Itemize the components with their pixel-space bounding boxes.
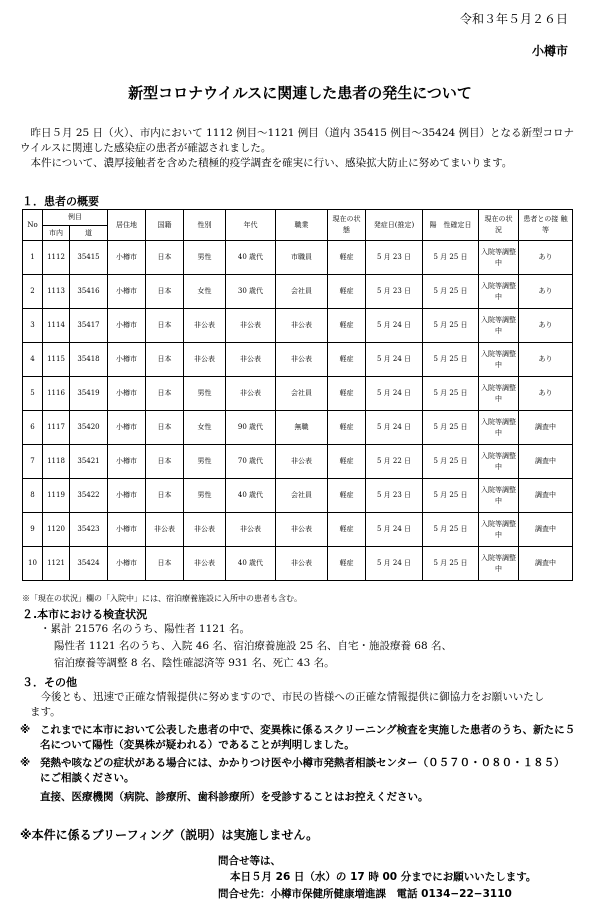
cell-nationality: 日本 — [146, 479, 184, 513]
cell-occupation: 非公表 — [276, 343, 328, 377]
cell-sex: 男性 — [184, 241, 226, 275]
cell-residence: 小樽市 — [108, 377, 146, 411]
table-row — [23, 411, 573, 445]
table-row — [23, 513, 573, 547]
col-header-residence: 居住地 — [108, 210, 146, 241]
cell-onset: 5 月 23 日 — [366, 479, 423, 513]
col-header-no: No — [23, 210, 43, 241]
cell-nationality: 非公表 — [146, 513, 184, 547]
cell-sex: 女性 — [184, 275, 226, 309]
cell-condition: 軽症 — [328, 411, 366, 445]
page-title: 新型コロナウイルスに関連した患者の発生について — [128, 84, 472, 102]
document-date: 令和３年５月２６日 — [459, 12, 568, 26]
cell-contact: あり — [519, 309, 573, 343]
cell-confirmed: 5 月 25 日 — [423, 241, 479, 275]
cell-condition: 軽症 — [328, 343, 366, 377]
cell-age: 40 歳代 — [226, 547, 276, 581]
cell-confirmed: 5 月 25 日 — [423, 343, 479, 377]
cell-age: 30 歳代 — [226, 275, 276, 309]
cell-pref-case: 35416 — [70, 275, 108, 309]
cell-no: 4 — [23, 343, 43, 377]
testing-breakdown-1: 陽性者 1121 名のうち、入院 46 名、宿泊療養施設 25 名、自宅・施設療養 68 名、 — [54, 640, 453, 652]
cell-age: 非公表 — [226, 343, 276, 377]
cell-status: 入院等調整中 — [479, 309, 519, 343]
inquiry-label: 問合せ等は、 — [218, 855, 281, 867]
cell-status: 入院等調整中 — [479, 241, 519, 275]
cell-condition: 軽症 — [328, 547, 366, 581]
cell-residence: 小樽市 — [108, 445, 146, 479]
col-header-sex: 性別 — [184, 210, 226, 241]
section-heading-patients: １．患者の概要 — [22, 195, 99, 208]
cell-onset: 5 月 22 日 — [366, 445, 423, 479]
cell-residence: 小樽市 — [108, 343, 146, 377]
cell-residence: 小樽市 — [108, 547, 146, 581]
cell-pref-case: 35422 — [70, 479, 108, 513]
cell-no: 2 — [23, 275, 43, 309]
cell-city-case: 1117 — [43, 411, 70, 445]
cell-condition: 軽症 — [328, 377, 366, 411]
table-row — [23, 479, 573, 513]
cell-no: 10 — [23, 547, 43, 581]
table-row — [23, 343, 573, 377]
variant-notice: これまでに本市において公表した患者の中で、変異株に係るスクリーニング検査を実施した患者のうち、新たに５名について陽性（変異株が疑われる）であることが判明しました。 — [40, 724, 576, 751]
cell-pref-case: 35415 — [70, 241, 108, 275]
col-header-occupation: 職業 — [276, 210, 328, 241]
contact-info: 問合せ先：小樽市保健所健康増進課 電話 0134−22−3110 — [218, 888, 512, 900]
col-header-nationality: 国籍 — [146, 210, 184, 241]
cell-residence: 小樽市 — [108, 241, 146, 275]
cell-status: 入院等調整中 — [479, 547, 519, 581]
cell-status: 入院等調整中 — [479, 377, 519, 411]
cell-confirmed: 5 月 25 日 — [423, 275, 479, 309]
cell-pref-case: 35417 — [70, 309, 108, 343]
cell-sex: 男性 — [184, 479, 226, 513]
col-header-contact: 患者との接 触 等 — [519, 210, 573, 241]
cell-status: 入院等調整中 — [479, 343, 519, 377]
table-row — [23, 377, 573, 411]
cell-contact: あり — [519, 377, 573, 411]
cell-nationality: 日本 — [146, 411, 184, 445]
cell-onset: 5 月 24 日 — [366, 513, 423, 547]
cell-pref-case: 35423 — [70, 513, 108, 547]
cell-nationality: 日本 — [146, 343, 184, 377]
cell-confirmed: 5 月 25 日 — [423, 547, 479, 581]
cell-city-case: 1119 — [43, 479, 70, 513]
cell-occupation: 市職員 — [276, 241, 328, 275]
cell-condition: 軽症 — [328, 309, 366, 343]
cell-city-case: 1112 — [43, 241, 70, 275]
note-mark-consult: ※ — [20, 757, 31, 769]
cell-no: 5 — [23, 377, 43, 411]
cell-age: 40 歳代 — [226, 241, 276, 275]
cell-occupation: 非公表 — [276, 309, 328, 343]
cell-contact: 調査中 — [519, 411, 573, 445]
cell-status: 入院等調整中 — [479, 411, 519, 445]
cell-no: 7 — [23, 445, 43, 479]
cell-nationality: 日本 — [146, 309, 184, 343]
cell-occupation: 会社員 — [276, 377, 328, 411]
cell-condition: 軽症 — [328, 241, 366, 275]
cell-city-case: 1114 — [43, 309, 70, 343]
cell-status: 入院等調整中 — [479, 513, 519, 547]
cell-contact: あり — [519, 241, 573, 275]
cell-contact: あり — [519, 275, 573, 309]
cell-occupation: 無職 — [276, 411, 328, 445]
cell-occupation: 会社員 — [276, 479, 328, 513]
cell-onset: 5 月 24 日 — [366, 411, 423, 445]
cell-condition: 軽症 — [328, 275, 366, 309]
col-header-status: 現在の状 況 — [479, 210, 519, 241]
col-header-city-case: 市内 — [43, 226, 70, 241]
cell-city-case: 1116 — [43, 377, 70, 411]
cell-contact: 調査中 — [519, 547, 573, 581]
cell-nationality: 日本 — [146, 445, 184, 479]
cell-sex: 非公表 — [184, 547, 226, 581]
cell-city-case: 1113 — [43, 275, 70, 309]
cell-pref-case: 35420 — [70, 411, 108, 445]
table-row — [23, 275, 573, 309]
cell-city-case: 1120 — [43, 513, 70, 547]
intro-text — [20, 126, 580, 171]
table-row — [23, 547, 573, 581]
patient-table — [22, 209, 573, 581]
cell-no: 8 — [23, 479, 43, 513]
cell-confirmed: 5 月 25 日 — [423, 309, 479, 343]
cell-occupation: 非公表 — [276, 445, 328, 479]
consultation-notice: 発熱や咳などの症状がある場合には、かかりつけ医や小樽市発熱者相談センター（０５７０・０８０・１８５）にご相談ください。 — [40, 757, 565, 784]
testing-total: ・累計 21576 名のうち、陽性者 1121 名。 — [40, 623, 250, 635]
cell-status: 入院等調整中 — [479, 445, 519, 479]
cell-no: 6 — [23, 411, 43, 445]
note-mark-variant: ※ — [20, 724, 31, 736]
cell-occupation: 非公表 — [276, 547, 328, 581]
cell-sex: 男性 — [184, 377, 226, 411]
cell-confirmed: 5 月 25 日 — [423, 411, 479, 445]
testing-breakdown-2: 宿泊療養等調整 8 名、陰性確認済等 931 名、死亡 43 名。 — [54, 657, 335, 669]
cell-confirmed: 5 月 25 日 — [423, 377, 479, 411]
section-heading-other: ３．その他 — [22, 676, 77, 689]
cell-onset: 5 月 23 日 — [366, 275, 423, 309]
intro-paragraph-1: 昨日５月 25 日（火）、市内において 1112 例目〜1121 例目（道内 35415 例目〜35424 例目）となる新型コロナウイルスに関連した感染症の患者が確認されました。 — [20, 127, 575, 154]
cell-onset: 5 月 24 日 — [366, 343, 423, 377]
cell-sex: 非公表 — [184, 513, 226, 547]
cell-age: 90 歳代 — [226, 411, 276, 445]
cell-onset: 5 月 24 日 — [366, 309, 423, 343]
cell-onset: 5 月 24 日 — [366, 547, 423, 581]
issuer-city: 小樽市 — [531, 44, 568, 58]
cell-nationality: 日本 — [146, 547, 184, 581]
cell-residence: 小樽市 — [108, 479, 146, 513]
cell-onset: 5 月 23 日 — [366, 241, 423, 275]
cell-age: 非公表 — [226, 377, 276, 411]
cell-condition: 軽症 — [328, 479, 366, 513]
cell-sex: 非公表 — [184, 309, 226, 343]
cell-sex: 非公表 — [184, 343, 226, 377]
cell-no: 9 — [23, 513, 43, 547]
cell-no: 3 — [23, 309, 43, 343]
cell-confirmed: 5 月 25 日 — [423, 479, 479, 513]
col-header-case: 例目 — [43, 210, 108, 226]
cell-status: 入院等調整中 — [479, 275, 519, 309]
table-row — [23, 445, 573, 479]
cell-residence: 小樽市 — [108, 513, 146, 547]
cell-pref-case: 35419 — [70, 377, 108, 411]
intro-paragraph-2: 本件について、濃厚接触者を含めた積極的疫学調査を確実に行い、感染拡大防止に努めてまいります。 — [30, 157, 513, 169]
cell-pref-case: 35421 — [70, 445, 108, 479]
cell-city-case: 1118 — [43, 445, 70, 479]
briefing-notice: ※本件に係るブリーフィング（説明）は実施しません。 — [20, 828, 319, 842]
cell-pref-case: 35424 — [70, 547, 108, 581]
cell-nationality: 日本 — [146, 241, 184, 275]
cell-sex: 男性 — [184, 445, 226, 479]
col-header-pref-case: 道 — [70, 226, 108, 241]
col-header-age: 年代 — [226, 210, 276, 241]
cell-condition: 軽症 — [328, 513, 366, 547]
section-heading-testing: ２.本市における検査状況 — [22, 608, 148, 621]
table-row — [23, 241, 573, 275]
cell-nationality: 日本 — [146, 377, 184, 411]
cell-city-case: 1115 — [43, 343, 70, 377]
cell-contact: あり — [519, 343, 573, 377]
cell-residence: 小樽市 — [108, 275, 146, 309]
cell-age: 70 歳代 — [226, 445, 276, 479]
cell-contact: 調査中 — [519, 513, 573, 547]
cell-age: 40 歳代 — [226, 479, 276, 513]
cell-status: 入院等調整中 — [479, 479, 519, 513]
cell-onset: 5 月 24 日 — [366, 377, 423, 411]
inquiry-deadline: 本日５月 26 日（水）の 17 時 00 分までにお願いいたします。 — [230, 871, 537, 883]
cell-occupation: 非公表 — [276, 513, 328, 547]
cell-residence: 小樽市 — [108, 309, 146, 343]
cell-nationality: 日本 — [146, 275, 184, 309]
col-header-confirmed: 陽 性確定日 — [423, 210, 479, 241]
table-row — [23, 309, 573, 343]
cell-contact: 調査中 — [519, 479, 573, 513]
cell-confirmed: 5 月 25 日 — [423, 445, 479, 479]
cell-no: 1 — [23, 241, 43, 275]
cell-condition: 軽症 — [328, 445, 366, 479]
cell-residence: 小樽市 — [108, 411, 146, 445]
col-header-condition: 現在の状 態 — [328, 210, 366, 241]
cell-age: 非公表 — [226, 309, 276, 343]
table-note: ※「現在の状況」欄の「入院中」には、宿泊療養施設に入所中の患者も含む。 — [22, 594, 302, 603]
cell-age: 非公表 — [226, 513, 276, 547]
cell-pref-case: 35418 — [70, 343, 108, 377]
direct-visit-notice: 直接、医療機関（病院、診療所、歯科診療所）を受診することはお控えください。 — [40, 791, 429, 803]
col-header-onset: 発症日(推定) — [366, 210, 423, 241]
cell-contact: 調査中 — [519, 445, 573, 479]
cell-confirmed: 5 月 25 日 — [423, 513, 479, 547]
other-info-request: 今後とも、迅速で正確な情報提供に努めますので、市民の皆様への正確な情報提供に御協力をお願いいたします。 — [30, 691, 545, 718]
cell-city-case: 1121 — [43, 547, 70, 581]
cell-sex: 女性 — [184, 411, 226, 445]
cell-occupation: 会社員 — [276, 275, 328, 309]
